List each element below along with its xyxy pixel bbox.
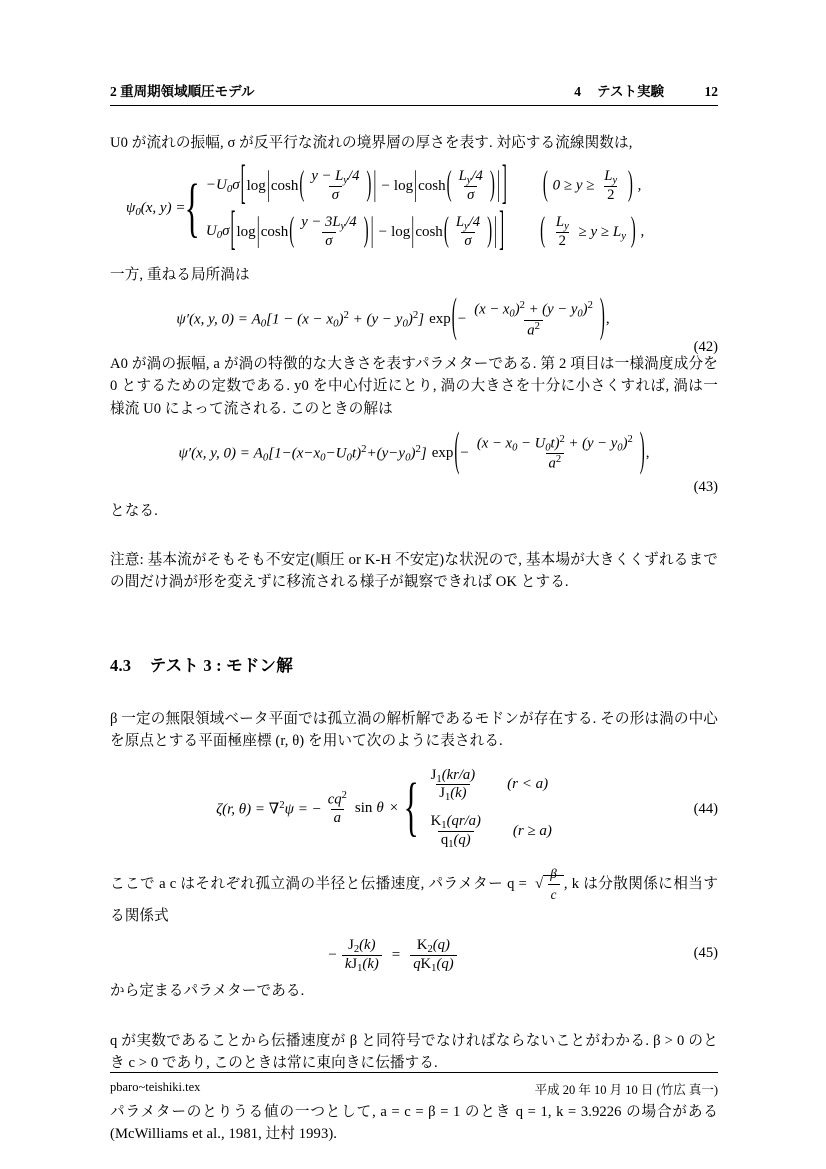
equation-45-number: (45) — [693, 945, 718, 962]
running-head-section-title: テスト実験 — [597, 84, 664, 99]
spacer-3 — [110, 692, 718, 698]
paragraph-2 — [110, 264, 718, 286]
footer-right-date-author: 平成 20 年 10 月 10 日 (竹広 真一) — [534, 1083, 718, 1097]
equation-41-lhs: $\psi_0(x$, y) = — [126, 200, 186, 219]
left-brace-glyph: { — [185, 171, 201, 245]
equation-45: − $\frac{J_2(k)}{kJ_1(k)}$ = $\frac{K_2(q)}{qK_1(q)}$ (45) — [328, 937, 718, 975]
spacer-2 — [110, 604, 718, 630]
equation-44-condition-2: (r ≥ a) — [512, 823, 552, 840]
paragraph-4 — [110, 500, 718, 522]
equation-44-lhs: ζ(r, θ) = ∇$^2$ψ = − — [216, 798, 322, 818]
equation-41-condition-2: ( $\frac{L_y}{2}$ ≥ $y \ge L_y$ ) , — [540, 212, 645, 250]
paragraph-7 — [110, 864, 718, 927]
paragraph-8 — [110, 980, 718, 1002]
paragraph-7-text-b: , k は分散関係に相当する関係式 — [110, 876, 719, 925]
footer-left-filename: pbaro~teishiki.tex — [110, 1080, 201, 1094]
paragraph-3 — [110, 353, 718, 420]
inline-sqrt-beta-over-c: √ $\frac{\beta}{c}$ — [531, 875, 564, 892]
paragraph-9 — [110, 1030, 718, 1074]
equation-42: ψ′(x, y, $0) = A_0[1 - (x - x_0)^2 + (y - y_0)^2]$ exp ( − $\frac{(x - x_0)^2 + (y - y_0)^2}{a^2}$ ) , (42) — [176, 292, 718, 356]
spacer-1 — [110, 533, 718, 549]
spacer-4 — [110, 1014, 718, 1030]
equation-41 — [110, 158, 718, 257]
subsection-title: テスト 3 : モドン解 — [149, 656, 293, 676]
equation-44-condition-1: (r < a) — [507, 776, 549, 793]
running-head — [110, 80, 718, 106]
equation-44-case-2: $\frac{K_1(qr/a)}{q_1(q)}$ (r ≥ a) — [430, 813, 552, 851]
paragraph-10 — [110, 1101, 718, 1145]
subsection-number: 4.3 — [110, 656, 132, 676]
paragraph-4-text: となる. — [110, 502, 158, 519]
left-brace-glyph-2: { — [403, 771, 420, 844]
paragraph-5-note — [110, 549, 718, 593]
equation-43-expression: ψ′(x, y, $0) = A_0[1-(x-x_0-U_0t)^2+(y-y_0)^2]$ — [178, 442, 427, 464]
paragraph-1 — [110, 132, 718, 154]
paragraph-3-text: A0 が渦の振幅, a が渦の特徴的な大きさを表すパラメターである. 第 2 項目は一様渦度成分を 0 とするための定数である. y0 を中心付近にとり, 渦の大きさを十分に小さくすれば, 渦は一様流 U0 によって流される. このときの解は — [110, 356, 718, 417]
equation-44-number: (44) — [693, 800, 718, 817]
page-footer — [110, 1072, 718, 1098]
equation-43-number: (43) — [693, 478, 718, 495]
equation-41-case-1: $-U_0\sigma$ [ log | cosh ( $\frac{y - L_y/4}{\sigma}$ ) | − log | cosh ( $\frac{L_y/4}{\sigma}$ ) | ] ( 0 ≥ y ≥ $\frac{L_y}{2}$ ) , — [205, 158, 642, 211]
equation-44: ζ(r, θ) = ∇$^2$ψ = − $\frac{cq^2}{a}$ sin θ × { $\frac{J_1(kr/a)}{J_1(k)}$ (r < a) $\frac{K_1(qr/a)}{q_1(q)}$ (r ≥ a) (44) — [216, 766, 718, 851]
subsection-heading — [110, 652, 718, 676]
running-head-left-title: 2 重周期領域順圧モデル — [110, 84, 255, 99]
paragraph-8-text: から定まるパラメターである. — [110, 983, 305, 1000]
equation-41-condition-1: ( 0 ≥ y ≥ $\frac{L_y}{2}$ ) , — [542, 166, 642, 204]
equation-44-case-1: $\frac{J_1(kr/a)}{J_1(k)}$ (r < a) — [430, 766, 549, 804]
paragraph-6-text: β 一定の無限領域ベータ平面では孤立渦の解析解であるモドンが存在する. その形は渦の中心を原点とする平面極座標 (r, θ) を用いて次のように表される. — [110, 711, 718, 750]
paragraph-2-text: 一方, 重ねる局所渦は — [110, 267, 250, 284]
paragraph-10-text: パラメターのとりうる値の一つとして, a = c = β = 1 のとき q = 1, k = 3.9226 の場合がある (McWilliams et al., 1981, 辻村 1993). — [110, 1103, 718, 1143]
running-head-section-number: 4 — [574, 84, 582, 99]
equation-42-number: (42) — [693, 339, 718, 356]
equation-41-cases — [185, 158, 645, 257]
equation-42-expression: ψ′(x, y, $0) = A_0[1 - (x - x_0)^2 + (y - y_0)^2]$ — [176, 309, 425, 331]
equation-43: ψ′(x, y, $0) = A_0[1-(x-x_0-U_0t)^2+(y-y_0)^2]$ exp ( − $\frac{(x - x_0 - U_0t)^2 + (y - y_0)^2}{a^2}$ ) , (43) — [178, 425, 718, 495]
equation-41-case-2: $U_0\sigma$ [ log | cosh ( $\frac{y - 3L_y/4}{\sigma}$ ) | − log | cosh ( $\frac{L_y/4}{\sigma}$ ) | ] ( $\frac{L_y}{2}$ ≥ $y \ge L_y$ ) , — [205, 204, 645, 257]
paragraph-6 — [110, 708, 718, 752]
equation-44-cases — [404, 767, 552, 851]
paragraph-9-text: q が実数であることから伝播速度が β と同符号でなければならないことがわかる. β > 0 のとき c > 0 であり, このときは常に東向きに伝播する. — [110, 1032, 718, 1071]
paragraph-1-text: U0 が流れの振幅, σ が反平行な流れの境界層の厚さを表す. 対応する流線関数は, — [110, 135, 633, 151]
paragraph-7-text-a: ここで a c はそれぞれ孤立渦の半径と伝播速度, パラメター q = — [110, 876, 532, 893]
page-content — [110, 80, 718, 1156]
running-head-page-number: 12 — [704, 84, 718, 99]
paragraph-5-text: 注意: 基本流がそもそも不安定(順圧 or K-H 不安定)な状況ので, 基本場が大きくくずれるまでの間だけ渦が形を変えずに移流される様子が観察できれば OK とする. — [110, 551, 718, 591]
